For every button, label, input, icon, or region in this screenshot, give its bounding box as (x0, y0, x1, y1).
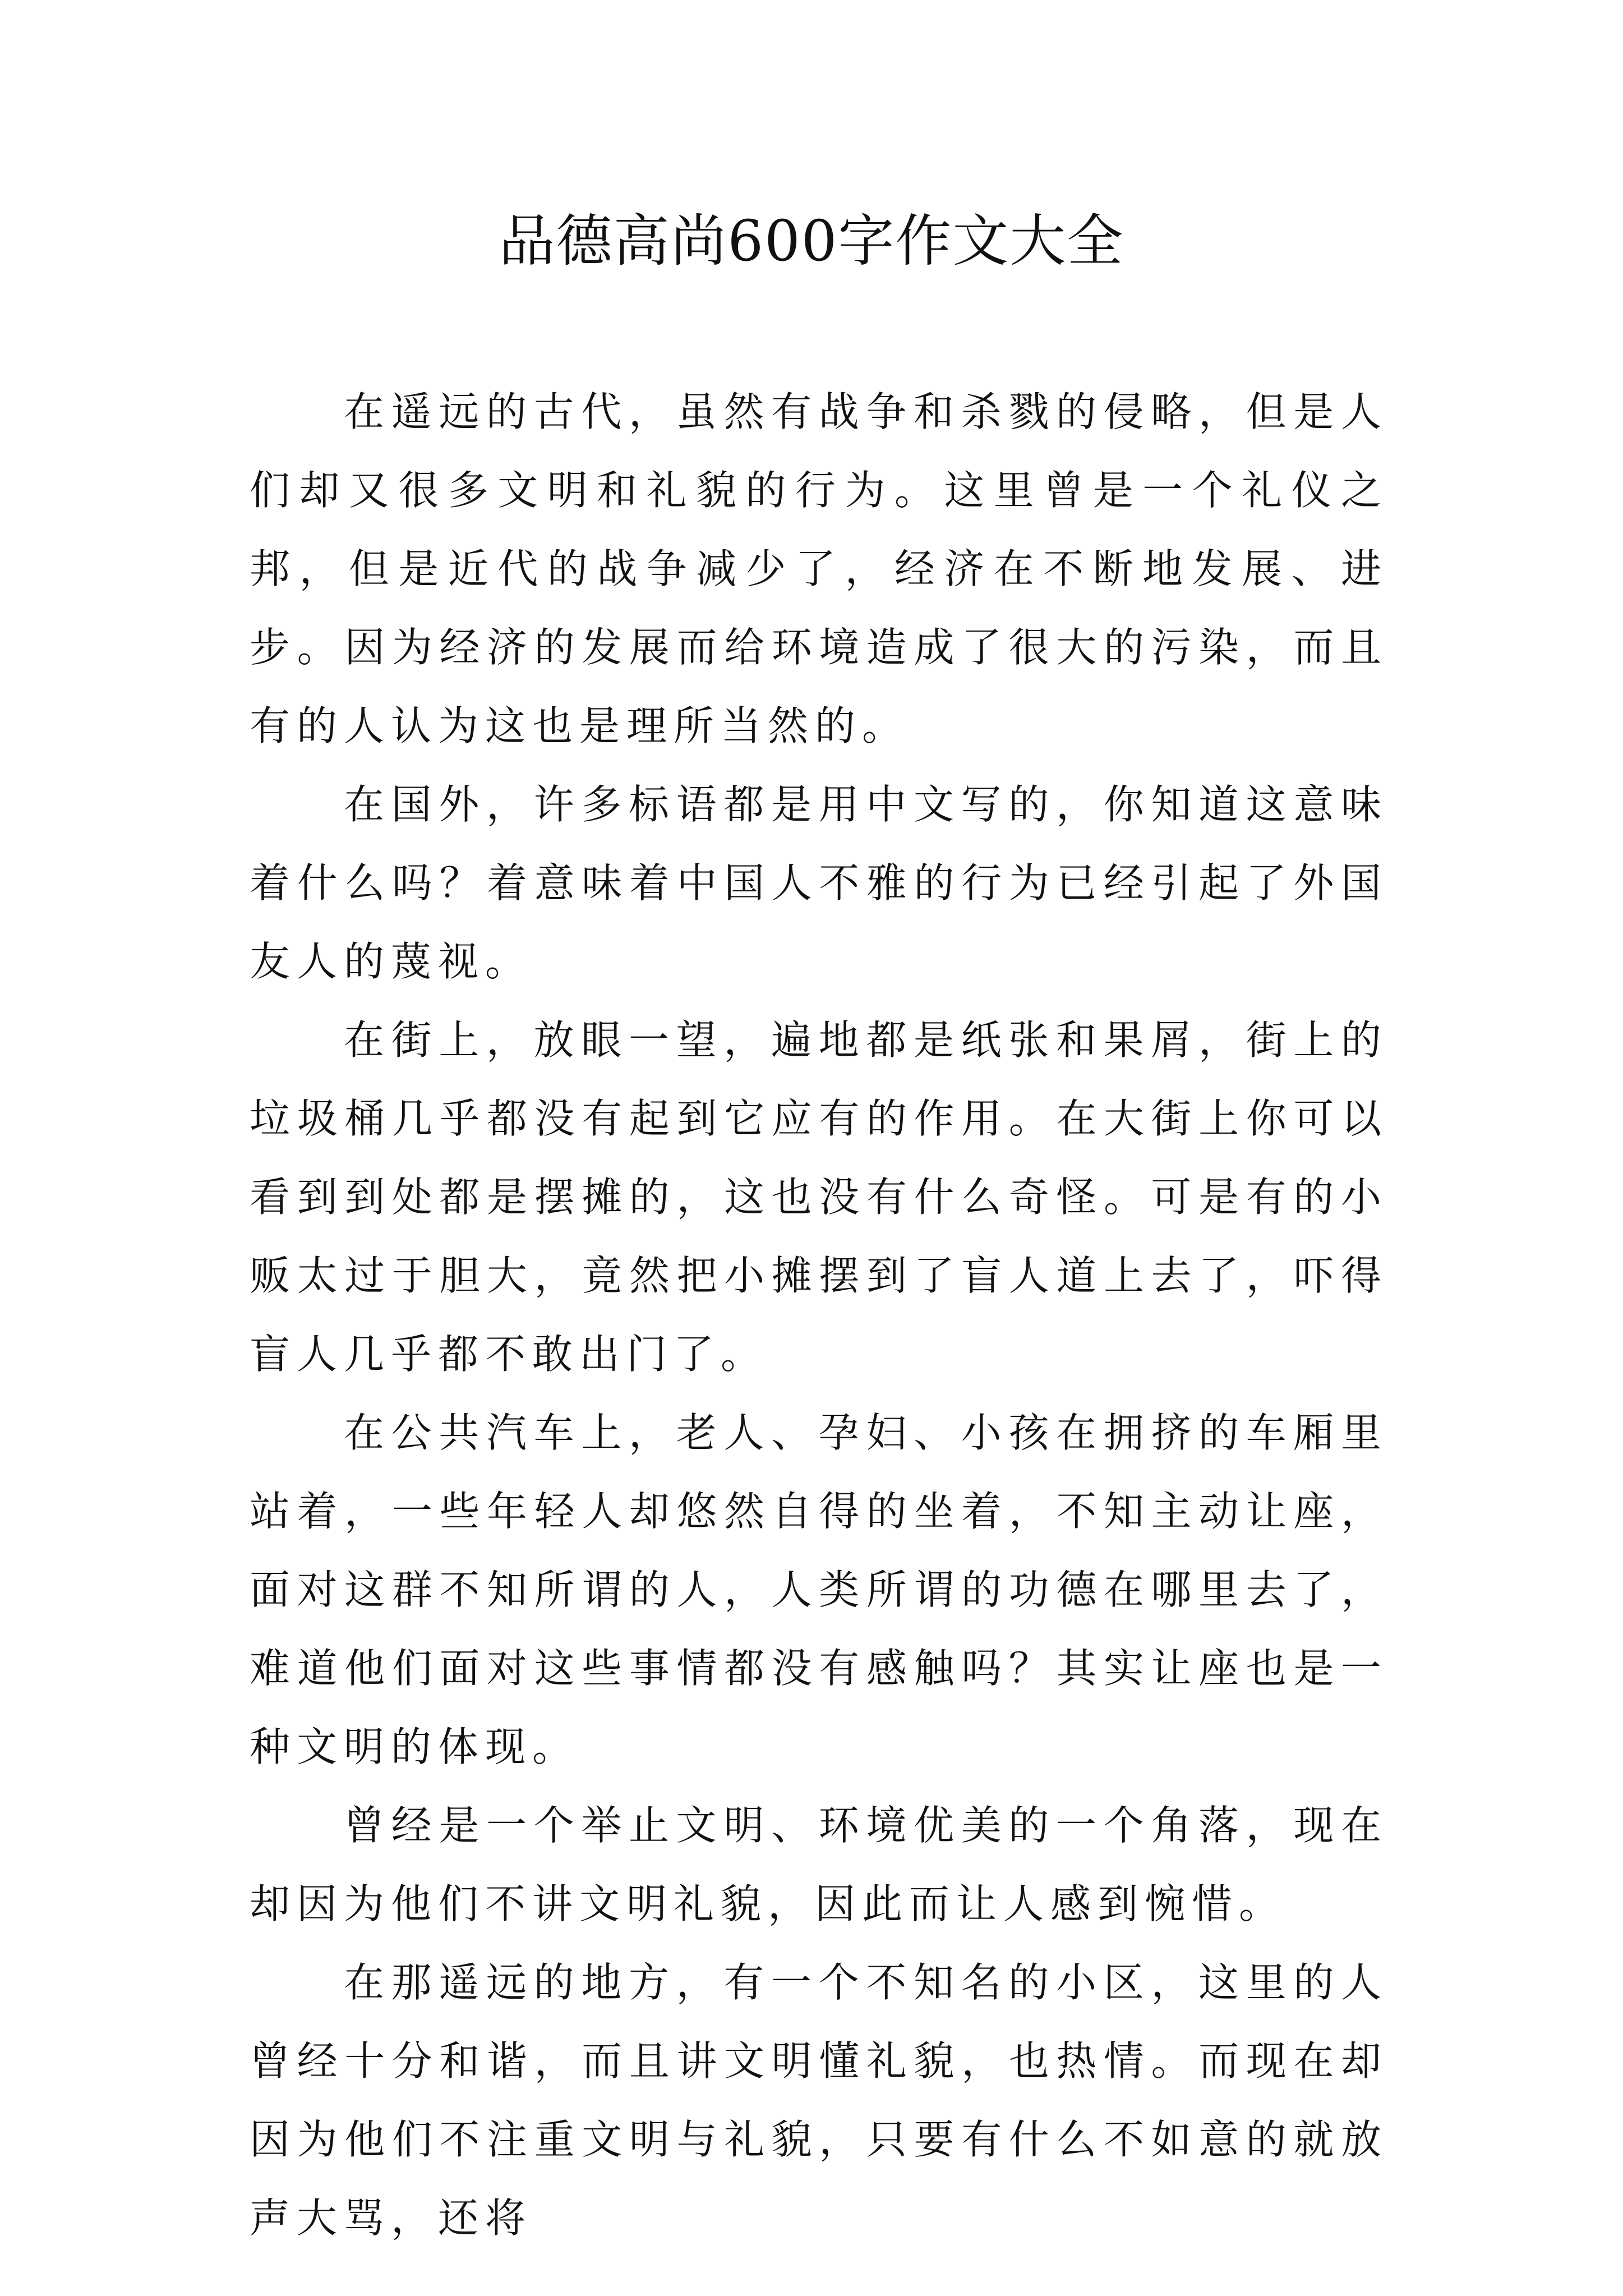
paragraph-1: 在遥远的古代，虽然有战争和杀戮的侵略，但是人们却又很多文明和礼貌的行为。这里曾是一个礼仪之邦，但是近代的战争减少了，经济在不断地发展、进步。因为经济的发展而给环境造成了很大的污染，而且有的人认为这也是理所当然的。 (250, 388, 1388, 749)
paragraph-6: 在那遥远的地方，有一个不知名的小区，这里的人曾经十分和谐，而且讲文明懂礼貌，也热情。而现在却因为他们不注重文明与礼貌，只要有什么不如意的就放声大骂，还将 (250, 1959, 1388, 2242)
paragraph-3: 在街上，放眼一望，遍地都是纸张和果屑，街上的垃圾桶几乎都没有起到它应有的作用。在大街上你可以看到到处都是摆摊的，这也没有什么奇怪。可是有的小贩太过于胆大，竟然把小摊摆到了盲人道上去了，吓得盲人几乎都不敢出门了。 (250, 1016, 1388, 1378)
paragraph-4: 在公共汽车上，老人、孕妇、小孩在拥挤的车厢里站着，一些年轻人却悠然自得的坐着，不知主动让座，面对这群不知所谓的人，人类所谓的功德在哪里去了，难道他们面对这些事情都没有感触吗？其实让座也是一种文明的体现。 (250, 1409, 1388, 1770)
document-body (250, 372, 1388, 2257)
document-title: 品德高尚600字作文大全 (499, 208, 1124, 274)
paragraph-5: 曾经是一个举止文明、环境优美的一个角落，现在却因为他们不讲文明礼貌，因此而让人感到惋惜。 (250, 1802, 1388, 1927)
paragraph-2: 在国外，许多标语都是用中文写的，你知道这意味着什么吗？着意味着中国人不雅的行为已经引起了外国友人的蔑视。 (250, 781, 1388, 985)
